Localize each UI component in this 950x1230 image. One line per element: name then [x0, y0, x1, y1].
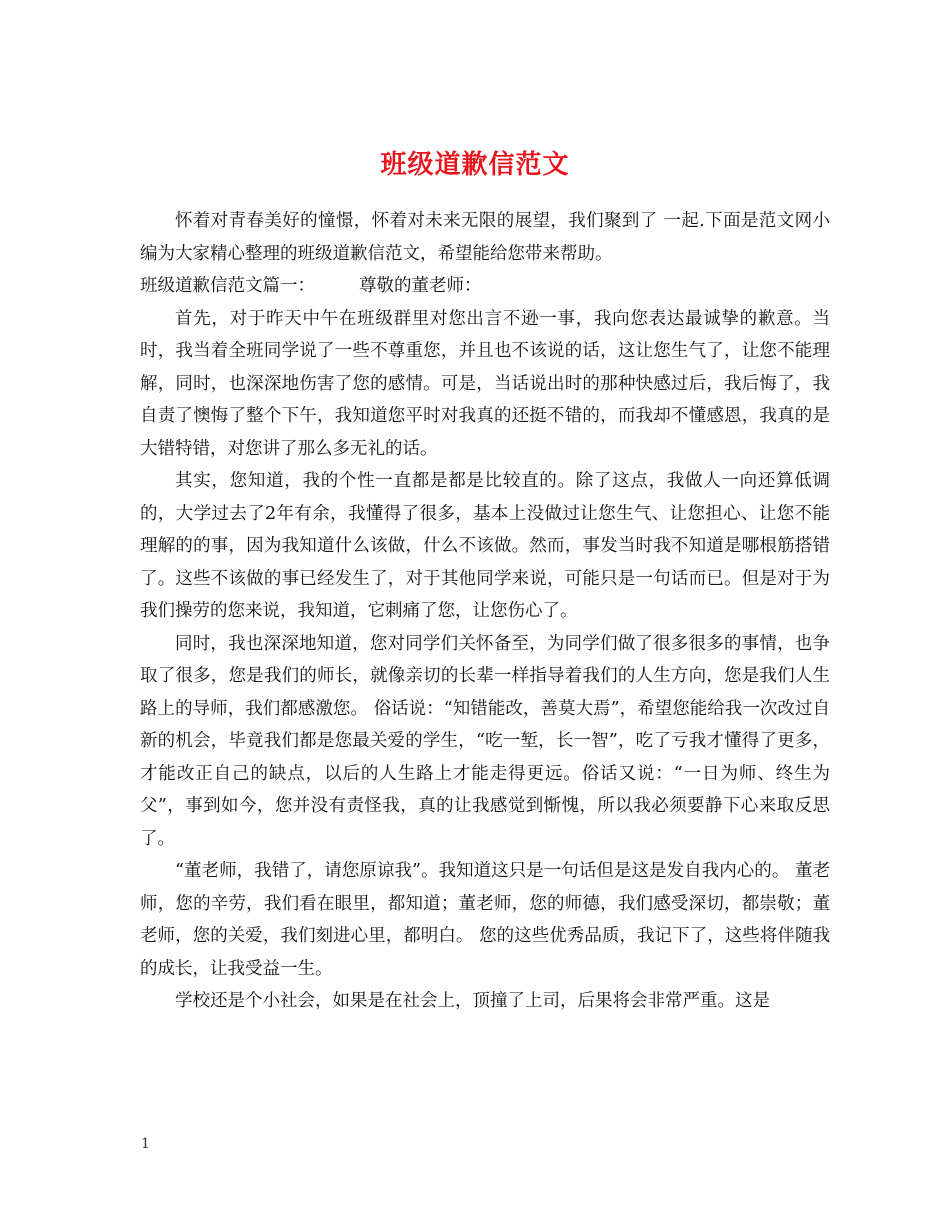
- body-paragraph-2: 其实，您知道，我的个性一直都是都是比较直的。除了这点，我做人一向还算低调的，大学过去了2年有余，我懂得了很多，基本上没做过让您生气、让您担心、让您不能理解的的事，因为我知道什么该做，什么不该做。然而，事发当时我不知道是哪根筋搭错了。这些不该做的事已经发生了，对于其他同学来说，可能只是一句话而已。但是对于为我们操劳的您来说，我知道，它刺痛了您，让您伤心了。: [140, 471, 830, 621]
- body-paragraph-4: “董老师，我错了，请您原谅我”。我知道这只是一句话但是这是发自我内心的。 董老师，您的辛劳，我们看在眼里，都知道；董老师，您的师德，我们感受深切，都崇敬；董老师，您的关爱，我们刻进心里，都明白。 您的这些优秀品质，我记下了，这些将伴随我的成长，让我受益一生。: [140, 861, 830, 979]
- intro-paragraph: 怀着对青春美好的憧憬，怀着对未来无限的展望，我们聚到了 一起.下面是范文网小编为大家精心整理的班级道歉信范文，希望能给您带来帮助。: [140, 211, 830, 264]
- page-number: 1: [141, 1136, 150, 1152]
- section-heading-row: [140, 270, 830, 303]
- salutation: 尊敬的董老师：: [359, 276, 482, 296]
- body-paragraph-5: 学校还是个小社会，如果是在社会上，顶撞了上司，后果将会非常严重。这是: [175, 991, 770, 1011]
- document-title: 班级道歉信范文: [380, 150, 570, 181]
- body-paragraph-3: 同时，我也深深地知道，您对同学们关怀备至，为同学们做了很多很多的事情，也争取了很多，您是我们的师长，就像亲切的长辈一样指导着我们的人生方向，您是我们人生路上的导师，我们都感激您。 俗话说：“知错能改，善莫大焉”，希望您能给我一次改过自新的机会，毕竟我们都是您最关爱的学生，“吃一堑，长一智”，吃了亏我才懂得了更多，才能改正自己的缺点，以后的人生路上才能走得更远。俗话又说：“一日为师、终生为父”，事到如今，您并没有责怪我，真的让我感觉到惭愧，所以我必须要静下心来取反思了。: [140, 633, 830, 849]
- document-body: [140, 205, 830, 1018]
- body-paragraph-1: 首先，对于昨天中午在班级群里对您出言不逊一事，我向您表达最诚挚的歉意。当时，我当着全班同学说了一些不尊重您，并且也不该说的话，这让您生气了，让您不能理解，同时，也深深地伤害了您的感情。可是，当话说出时的那种快感过后，我后悔了，我自责了懊悔了整个下午，我知道您平时对我真的还挺不错的，而我却不懂感恩，我真的是大错特错，对您讲了那么多无礼的话。: [140, 308, 830, 459]
- section-heading: 班级道歉信范文篇一：: [140, 276, 315, 296]
